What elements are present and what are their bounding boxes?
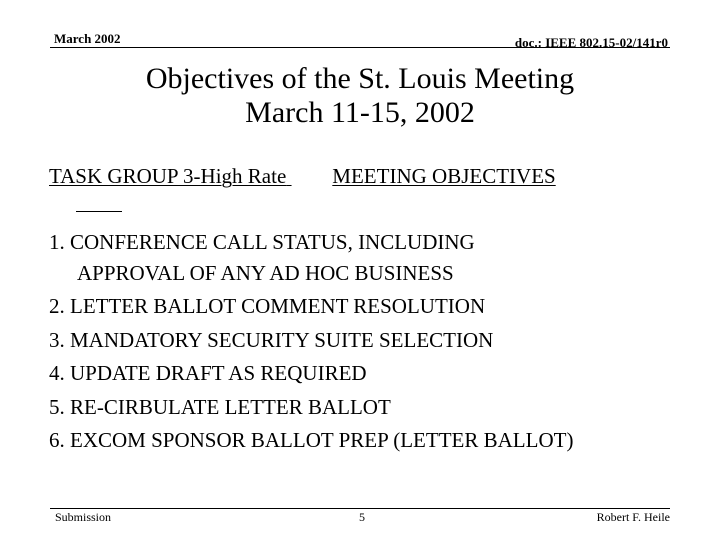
slide-title-line-1: Objectives of the St. Louis Meeting	[145, 62, 575, 95]
objective-item-6	[49, 424, 573, 458]
short-underline	[76, 211, 122, 212]
objective-item-5	[49, 391, 573, 425]
objectives-list	[49, 226, 573, 458]
objective-text: 3. MANDATORY SECURITY SUITE SELECTION	[49, 327, 494, 352]
header-date: March 2002	[54, 31, 121, 46]
objective-item-4	[49, 357, 573, 391]
objective-item-3	[49, 324, 573, 358]
objective-text: 5. RE-CIRBULATE LETTER BALLOT	[49, 394, 391, 419]
slide-title-line-2: March 11-15, 2002	[245, 96, 475, 129]
task-group-name: TASK GROUP 3-High Rate	[49, 164, 287, 188]
objective-continuation: APPROVAL OF ANY AD HOC BUSINESS	[77, 260, 454, 285]
objective-item-1	[49, 226, 573, 290]
objective-text: 6. EXCOM SPONSOR BALLOT PREP (LETTER BALLOT)	[49, 428, 574, 452]
objective-text: 1. CONFERENCE CALL STATUS, INCLUDING	[49, 230, 475, 254]
footer-submission: Submission	[55, 510, 112, 524]
footer-page-number: 5	[359, 510, 365, 524]
objective-item-2	[49, 290, 573, 324]
slide-title	[0, 62, 720, 130]
task-group-line	[49, 163, 556, 189]
header-rule	[50, 47, 670, 48]
underline-gap	[286, 163, 332, 189]
footer-rule	[50, 508, 670, 509]
objective-text: 4. UPDATE DRAFT AS REQUIRED	[49, 361, 367, 385]
footer-author: Robert F. Heile	[596, 510, 670, 524]
task-group-label: MEETING OBJECTIVES	[332, 164, 556, 188]
objective-text: 2. LETTER BALLOT COMMENT RESOLUTION	[49, 294, 486, 318]
header-doc-id: doc.: IEEE 802.15-02/141r0	[514, 35, 668, 50]
